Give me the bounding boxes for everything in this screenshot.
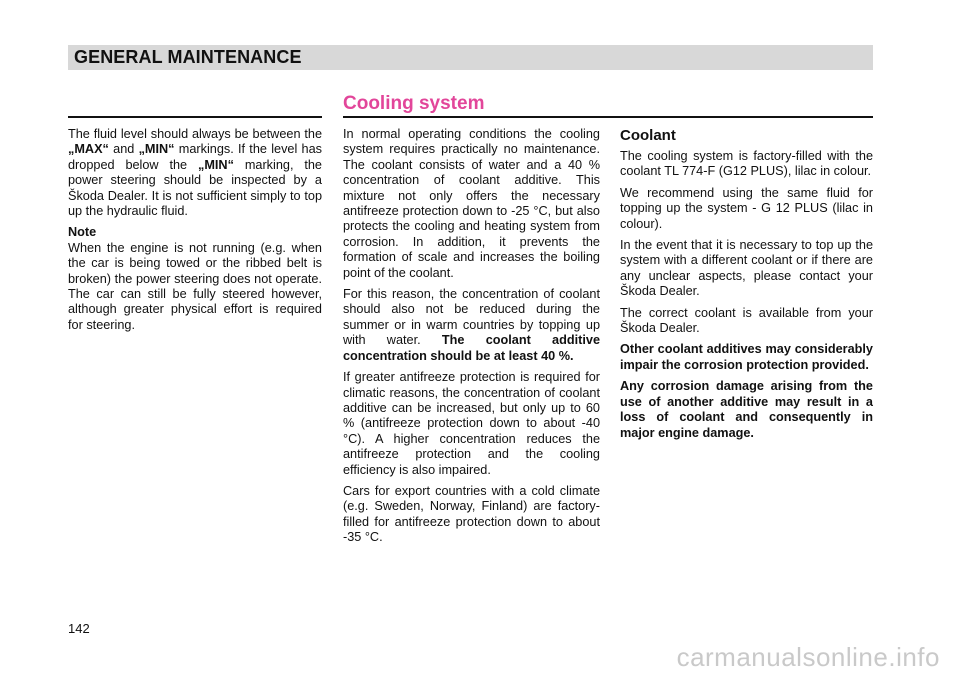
coolant-heading: Coolant <box>620 127 676 144</box>
section-divider <box>343 116 873 118</box>
left-divider <box>68 116 322 118</box>
warning-paragraph-2: Any corrosion damage arising from the use of another additive may result in a loss of coolant and consequently in major engine damage. <box>620 379 873 440</box>
section-header-band <box>68 45 873 70</box>
dealer-contact-paragraph: In the event that it is necessary to top up the system with a different coolant or if there are any unclear aspects, please contact your Škoda Dealer. <box>620 238 873 299</box>
page-number: 142 <box>68 621 90 636</box>
note-heading: Note <box>68 225 97 240</box>
coolant-concentration-paragraph: For this reason, the concentration of coolant should also not be reduced during the summer or in warm countries by topping up with water. The coolant additive concentration should be at least 40 %. <box>343 287 600 363</box>
note-text: When the engine is not running (e.g. when the car is being towed or the ribbed belt is broken) the power steering does not operate. The car can still be fully steered however, although greater physical effort is required for steering. <box>68 240 322 332</box>
right-column <box>620 127 873 447</box>
power-steering-paragraph: The fluid level should always be between the „MAX“ and „MIN“ markings. If the level has dropped below the „MIN“ marking, the power steering should be inspected by a Škoda Dealer. It is not sufficient simply to top up the hydraulic fluid. <box>68 127 322 219</box>
chapter-title: GENERAL MAINTENANCE <box>74 47 302 67</box>
coolant-intro-paragraph: In normal operating conditions the cooling system requires practically no maintenance. The coolant consists of water and a 40 % concentration of coolant additive. This mixture not only offers the necessary antifreeze protection down to -25 °C, but also protects the cooling and heating system from corrosion. In addition, it prevents the formation of scale and increases the boiling point of the coolant. <box>343 127 600 280</box>
export-paragraph: Cars for export countries with a cold climate (e.g. Sweden, Norway, Finland) are factory-filled for antifreeze protection down to about -35 °C. <box>343 483 600 545</box>
warning-paragraph-1: Other coolant additives may considerably impair the corrosion protection provided. <box>620 342 873 372</box>
section-title: Cooling system <box>343 93 485 114</box>
watermark: carmanualsonline.info <box>676 642 940 672</box>
availability-paragraph: The correct coolant is available from your Škoda Dealer. <box>620 305 873 336</box>
middle-column <box>343 127 600 552</box>
factory-fill-paragraph: The cooling system is factory-filled with the coolant TL 774-F (G12 PLUS), lilac in colour. <box>620 149 873 179</box>
antifreeze-paragraph: If greater antifreeze protection is required for climatic reasons, the concentration of coolant additive can be increased, but only up to 60 % (antifreeze protection down to about -40 °C). A higher concentration reduces the antifreeze protection and the cooling efficiency is also impaired. <box>343 370 600 477</box>
recommendation-paragraph: We recommend using the same fluid for topping up the system - G 12 PLUS (lilac in colour). <box>620 185 873 231</box>
left-column <box>68 127 322 339</box>
